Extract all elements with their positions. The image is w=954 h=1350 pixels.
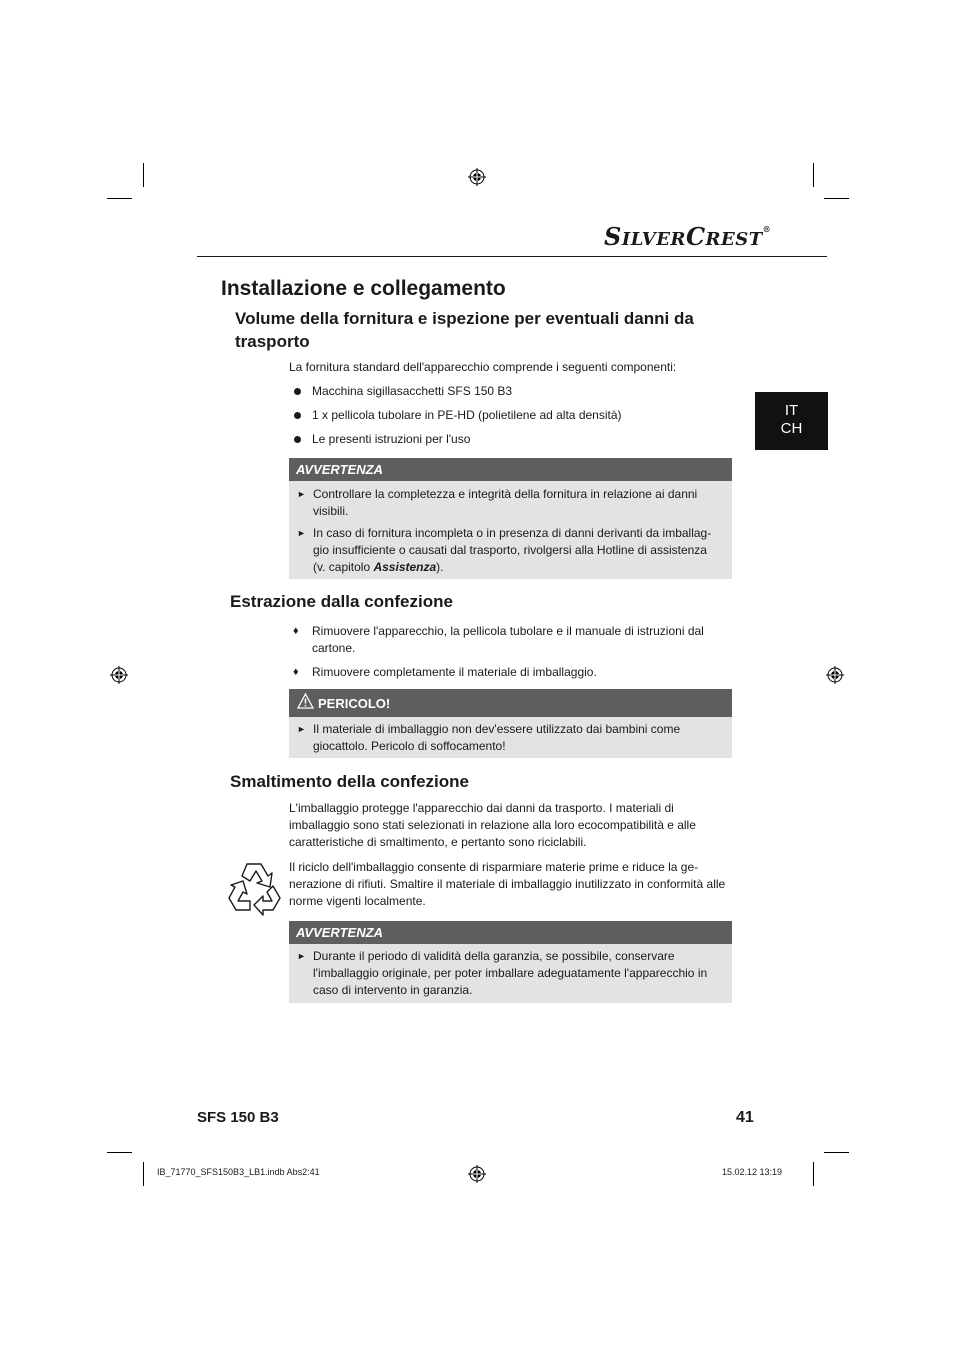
language-code-ch: CH bbox=[780, 420, 803, 437]
crop-mark bbox=[143, 1162, 144, 1186]
notice-item: Controllare la completezza e integrità della fornitura in relazione ai danni visibili. bbox=[313, 487, 698, 518]
arrow-icon: ► bbox=[297, 528, 306, 538]
registration-mark-icon bbox=[826, 666, 844, 684]
bullet-icon bbox=[294, 388, 301, 395]
disposal-paragraph: L'imballaggio protegge l'apparecchio dai danni da trasporto. I materiali di imballaggio sono stati selezionati in relazione alla loro ecocompatibilità e alle caratteristiche di smaltimento, e pertanto sono riciclabili. bbox=[289, 801, 696, 849]
unpacking-step: Rimuovere completamente il materiale di imballaggio. bbox=[312, 665, 597, 679]
crop-mark bbox=[824, 198, 849, 199]
delivery-item: Le presenti istruzioni per l'uso bbox=[312, 432, 471, 446]
crop-mark bbox=[107, 198, 132, 199]
disposal-paragraph: Il riciclo dell'imballaggio consente di risparmiare materie prime e riduce la ge-nerazione di rifiuti. Smaltire il materiale di imballaggio inutilizzato in conformità alle norme vigenti localmente. bbox=[289, 860, 726, 908]
arrow-icon: ► bbox=[297, 489, 306, 499]
crop-mark bbox=[143, 163, 144, 187]
language-tab bbox=[755, 392, 828, 450]
recycle-icon bbox=[225, 860, 285, 916]
notice-reference: (v. capitolo Assistenza). bbox=[313, 560, 444, 574]
header-rule bbox=[197, 256, 827, 257]
registration-mark-icon bbox=[110, 666, 128, 684]
registration-mark-icon bbox=[468, 1165, 486, 1183]
section-title: Installazione e collegamento bbox=[221, 277, 506, 300]
warning-triangle-icon bbox=[297, 693, 314, 709]
danger-item: Il materiale di imballaggio non dev'essere utilizzato dai bambini come giocattolo. Pericolo di soffocamento! bbox=[313, 722, 681, 753]
notice-box bbox=[289, 921, 732, 1003]
crop-mark bbox=[107, 1152, 132, 1153]
bullet-icon bbox=[294, 412, 301, 419]
print-slug-date: 15.02.12 13:19 bbox=[722, 1167, 783, 1177]
danger-label: PERICOLO! bbox=[289, 689, 732, 717]
diamond-bullet-icon: ♦ bbox=[293, 666, 299, 678]
unpacking-step: Rimuovere l'apparecchio, la pellicola tubolare e il manuale di istruzioni dal cartone. bbox=[312, 624, 704, 655]
bullet-icon bbox=[294, 436, 301, 443]
delivery-intro: La fornitura standard dell'apparecchio comprende i seguenti componenti: bbox=[289, 360, 677, 374]
footer-model: SFS 150 B3 bbox=[197, 1109, 279, 1126]
brand-logo: SILVERCREST® bbox=[604, 222, 772, 251]
language-code-it: IT bbox=[784, 402, 799, 419]
unpacking-heading: Estrazione dalla confezione bbox=[230, 592, 453, 611]
crop-mark bbox=[813, 163, 814, 187]
diamond-bullet-icon: ♦ bbox=[293, 625, 299, 637]
crop-mark bbox=[813, 1162, 814, 1186]
notice-item: Durante il periodo di validità della garanzia, se possibile, conservare l'imballaggio originale, per poter imballare adeguatamente l'apparecchio in caso di intervento in garanzia. bbox=[313, 949, 708, 997]
delivery-item: Macchina sigillasacchetti SFS 150 B3 bbox=[312, 384, 513, 398]
notice-label: AVVERTENZA bbox=[289, 458, 732, 481]
page-number: 41 bbox=[736, 1109, 754, 1126]
danger-box bbox=[289, 689, 732, 758]
notice-item: In caso di fornitura incompleta o in presenza di danni derivanti da imballag-gio insufficiente o causati dal trasporto, rivolgersi alla Hotline di assistenza bbox=[313, 526, 712, 557]
arrow-icon: ► bbox=[297, 951, 306, 961]
delivery-item: 1 x pellicola tubolare in PE-HD (polietilene ad alta densità) bbox=[312, 408, 622, 422]
arrow-icon: ► bbox=[297, 724, 306, 734]
print-slug-file: IB_71770_SFS150B3_LB1.indb Abs2:41 bbox=[157, 1167, 320, 1177]
delivery-heading: Volume della fornitura e ispezione per eventuali danni da trasporto bbox=[235, 309, 694, 351]
notice-label: AVVERTENZA bbox=[289, 921, 732, 944]
disposal-heading: Smaltimento della confezione bbox=[230, 772, 469, 791]
crop-mark bbox=[824, 1152, 849, 1153]
notice-box bbox=[289, 458, 732, 579]
registration-mark-icon bbox=[468, 168, 486, 186]
